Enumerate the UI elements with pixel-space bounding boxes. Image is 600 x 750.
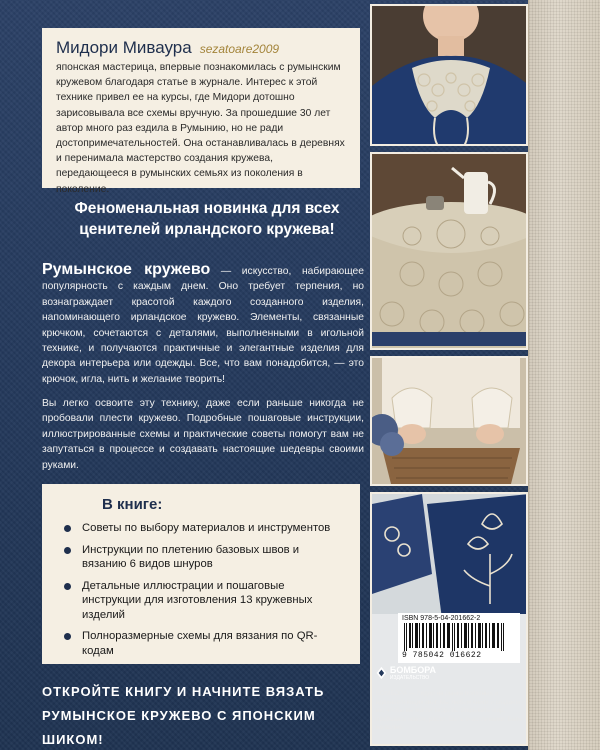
- contents-item: [56, 543, 346, 572]
- author-panel: [42, 28, 360, 195]
- contents-item: [56, 629, 346, 658]
- contents-item-text: Советы по выбору материалов и инструментов: [82, 522, 331, 534]
- isbn-text: ISBN 978-5-04-201662-2: [402, 615, 481, 622]
- publisher-sub: ИЗДАТЕЛЬСТВО: [389, 674, 430, 681]
- author-handle: sezatoare2009: [199, 42, 280, 56]
- call-to-action: [42, 680, 342, 750]
- linen-strip: [528, 0, 600, 750]
- barcode-number: 9 785042 016622: [402, 651, 482, 660]
- contents-item-text: Полноразмерные схемы для вязания по QR-кодам: [82, 630, 318, 657]
- contents-item-text: Инструкции по плетению базовых швов и вязанию 6 видов шнуров: [82, 543, 300, 570]
- bullet-icon: [64, 547, 71, 554]
- contents-panel: [42, 484, 360, 664]
- contents-item: [56, 521, 346, 536]
- contents-item: [56, 579, 346, 623]
- cta-line-1: ОТКРОЙТЕ КНИГУ И НАЧНИТЕ ВЯЗАТЬ: [42, 684, 325, 699]
- bombora-logo-icon: [376, 664, 387, 682]
- intro-lead: Румынское кружево: [42, 261, 211, 278]
- bullet-icon: [64, 525, 71, 532]
- author-name: Мидори Миваура: [56, 38, 192, 57]
- second-paragraph: Вы легко освоите эту технику, даже если раньше никогда не пробовали плести кружево. Подробные пошаговые инструкции, иллюстрированные схемы и практические советы помогут вам не запутаться в процессе и создавать настоящие шедевры своими руками.: [42, 398, 364, 471]
- publisher-logo: [376, 662, 436, 684]
- photo-lace-tablecloth: [370, 152, 528, 350]
- bullet-icon: [64, 583, 71, 590]
- barcode-panel: [398, 613, 520, 663]
- bullet-icon: [64, 633, 71, 640]
- intro-paragraph: [42, 262, 364, 387]
- author-bio: японская мастерица, впервые познакомилась с румынским кружевом благодаря статье в журнале. Интерес к этой технике привел ее на курсы, где Мидори дотошно зарисовывала все схемы вручную. За прошедшие 30 лет автор много раз ездила в Румынию, но не ради достопримечательностей. Она останавливалась в деревнях и перенимала мастерство создания кружева, передающееся в румынских семьях из поколения в поколение.: [56, 62, 345, 195]
- photo-lace-cuffs: [370, 356, 528, 486]
- publisher-description: БОМБОРА — лидер на рынке полезных и вдохновляющих книг. Мы любим книги и создаем их, чтобы вы могли творить, открывать мир, пробовать новое, расти. Быть счастливыми. Быть на волне.: [376, 690, 523, 731]
- intro-text: — искусство, набирающее популярность с каждым днем. Оно требует терпения, но вознаграждает красотой каждого созданного изделия, напоминающего ирландское кружево. Элементы, связанные крючком, сочетаются с деталями, выполненными в игольной технике, и получаются практичные и элегантные изделия для декора интерьера или одежды. Все, что вам понадобится, — это крючок, игла, нить и желание творить!: [42, 266, 364, 385]
- barcode-icon: [402, 623, 514, 651]
- contents-item-text: Детальные иллюстрации и пошаговые инструкции для изготовления 13 кружевных изделий: [82, 579, 313, 621]
- cta-line-2: РУМЫНСКОЕ КРУЖЕВО С ЯПОНСКИМ ШИКОМ!: [42, 708, 316, 747]
- contents-title: В книге:: [102, 496, 163, 513]
- contents-list: [56, 521, 346, 658]
- headline: Феноменальная новинка для всех ценителей ирландского кружева!: [74, 200, 340, 238]
- publisher-name: БОМБОРА: [389, 664, 436, 675]
- photo-lace-collar: [370, 4, 528, 146]
